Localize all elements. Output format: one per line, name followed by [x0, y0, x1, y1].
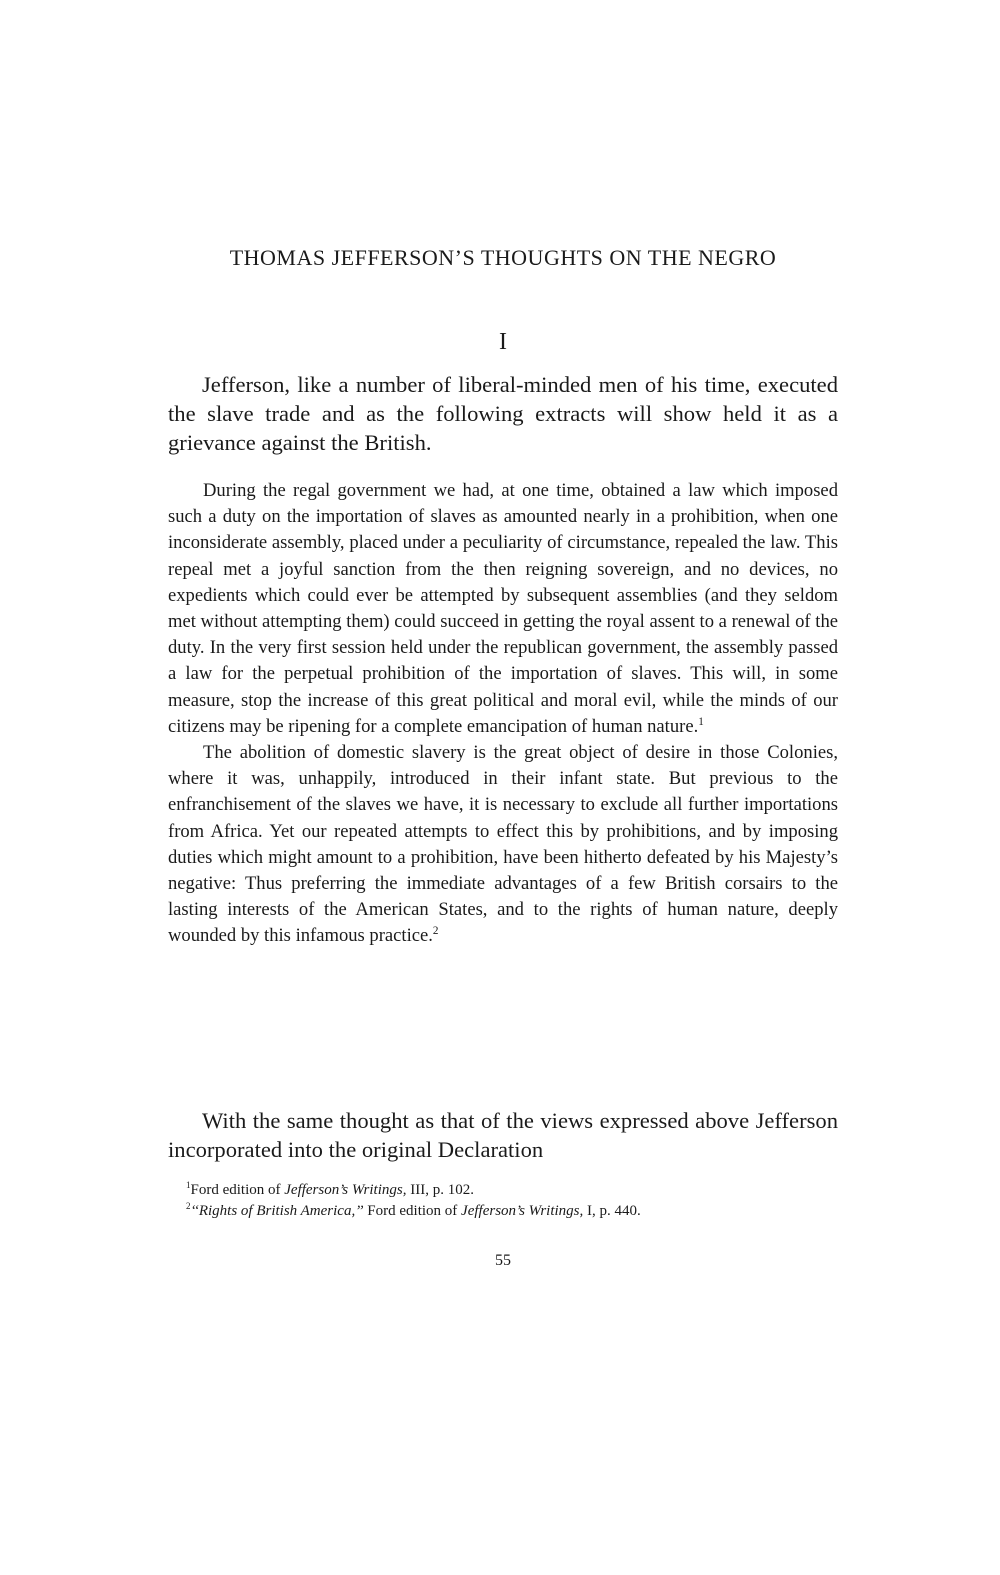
footnote-reference: 2 — [432, 925, 439, 938]
footnote — [168, 1201, 838, 1222]
footnote-work-title: Jefferson’s Writings, — [284, 1182, 407, 1198]
footnote-work-title: Jefferson’s Writings, — [461, 1203, 584, 1219]
page-number: 55 — [495, 1252, 511, 1269]
closing-paragraph: With the same thought as that of the views expressed above Jefferson incorporated into the original Declaration — [168, 1108, 838, 1162]
quote-paragraph-text: During the regal government we had, at one time, obtained a law which imposed such a duty on the importation of slaves as amounted nearly in a prohibition, when one inconsiderate assembly, placed under a peculiarity of circumstance, repealed the law. This repeal met a joyful sanction from the then reigning sovereign, and no devices, no expedients which could ever be attempted by subsequent assemblies (and they seldom met without attempting them) could succeed in getting the royal assent to a renewal of the duty. In the very first session held under the republican government, the assembly passed a law for the perpetual prohibition of the importation of slaves. This will, in some measure, stop the increase of this great political and moral evil, while the minds of our citizens may be ripening for a complete emancipation of human nature. — [168, 480, 838, 737]
block-quotation — [168, 478, 838, 950]
footnote-text: Ford edition of — [190, 1182, 285, 1198]
quote-paragraph — [168, 740, 838, 950]
quote-paragraph-text: The abolition of domestic slavery is the great object of desire in those Colonies, where it was, unhappily, introduced in their infant state. But previous to the enfranchisement of the slaves we have, it is necessary to exclude all further importations from Africa. Yet our repeated attempts to effect this by prohibitions, and by imposing duties which might amount to a prohibition, have been hitherto defeated by his Majesty’s negative: Thus preferring the immediate advantages of a few British corsairs to the lasting interests of the American States, and to the rights of human nature, deeply wounded by this infamous practice. — [168, 742, 838, 947]
footnote-text: Ford edition of — [363, 1203, 462, 1219]
book-page — [168, 0, 838, 1575]
intro-paragraph: Jefferson, like a number of liberal-minded men of his time, executed the slave trade and as the following extracts will show held it as a grievance against the British. — [168, 372, 838, 455]
footnote-reference: 1 — [698, 715, 704, 728]
footnote-text: I, p. 440. — [583, 1203, 641, 1219]
footnote-work-title: ‘‘Rights of British America,’’ — [190, 1203, 364, 1219]
chapter-title: THOMAS JEFFERSON’S THOUGHTS ON THE NEGRO — [229, 245, 777, 270]
quote-paragraph — [168, 478, 838, 740]
section-number: I — [499, 329, 507, 355]
footnote-text: III, p. 102. — [406, 1182, 474, 1198]
footnotes — [168, 1180, 838, 1222]
footnote-marker: 1 — [186, 1180, 191, 1190]
footnote-marker: 2 — [186, 1201, 191, 1211]
footnote — [168, 1180, 838, 1201]
